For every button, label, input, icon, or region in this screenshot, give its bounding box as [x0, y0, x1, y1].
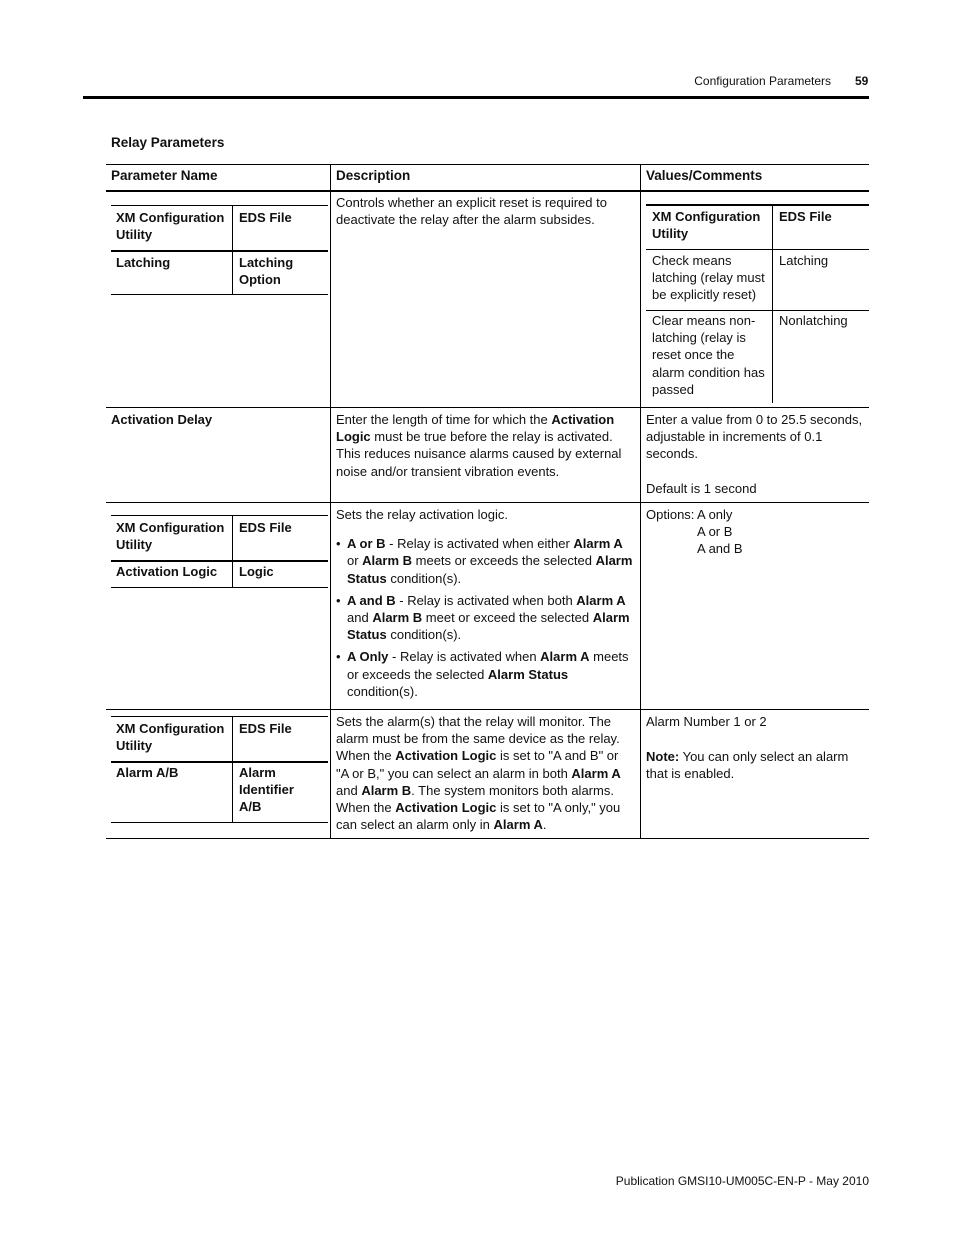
row-description [336, 506, 634, 700]
header-rule [83, 96, 869, 99]
subheader-eds: EDS File [239, 520, 292, 535]
param-name: Activation Delay [111, 412, 213, 427]
row-values: Alarm Number 1 or 2 [646, 714, 767, 729]
list-item: • A Only - Relay is activated when Alarm A meets or exceeds the selected Alarm Status condition(s). [336, 648, 634, 700]
description-intro: Sets the relay activation logic. [336, 507, 508, 522]
list-item: • A and B - Relay is activated when both Alarm A and Alarm B meet or exceed the selected Alarm Status condition(s). [336, 592, 634, 644]
values-subtable-rule [646, 310, 869, 311]
value-clear-eds: Nonlatching [779, 313, 848, 328]
subtable-bottom-rule [111, 822, 328, 823]
subtable-header-rule [111, 250, 328, 252]
subtable-divider [232, 515, 233, 588]
row-default: Default is 1 second [646, 481, 757, 496]
value-clear-description: Clear means non-latching (relay is reset once the alarm condition has passed [652, 313, 765, 397]
running-header-section: Configuration Parameters [694, 74, 831, 88]
table-bottom-rule [106, 838, 869, 839]
list-item: • A or B - Relay is activated when either Alarm A or Alarm B meets or exceeds the selected Alarm Status condition(s). [336, 535, 634, 587]
values-subheader-eds: EDS File [779, 209, 832, 224]
table-top-rule [106, 164, 869, 165]
param-xm-name: Activation Logic [116, 564, 218, 579]
subtable-header-rule [111, 761, 328, 763]
page-number: 59 [855, 74, 869, 88]
row-divider [106, 709, 869, 710]
header-bottom-rule [106, 190, 869, 192]
subheader-xm: XM Configuration Utility [116, 210, 225, 243]
param-eds-name: Logic [239, 564, 274, 579]
value-check-eds: Latching [779, 253, 829, 268]
option-a-and-b: A and B [697, 541, 743, 556]
options-label: Options: [646, 507, 695, 522]
column-header-description: Description [336, 168, 411, 183]
subtable-bottom-rule [111, 294, 328, 295]
values-subtable-divider [772, 205, 773, 403]
param-xm-name: Alarm A/B [116, 765, 179, 780]
row-note: Note: You can only select an alarm that is enabled. [646, 749, 849, 782]
values-subheader-xm: XM Configuration Utility [652, 209, 761, 242]
table-title: Relay Parameters [111, 135, 225, 150]
param-eds-name: Alarm Identifier A/B [239, 765, 294, 815]
subheader-eds: EDS File [239, 210, 292, 225]
values-subtable-top-rule [646, 204, 869, 206]
subtable-top-rule [111, 716, 328, 717]
option-a-or-b: A or B [697, 524, 733, 539]
row-description: Sets the alarm(s) that the relay will monitor. The alarm must be from the same device as the relay. When the Activation Logic is set to "A and B" or "A or B," you can select an alarm in both Alarm A and Alarm B. The system monitors both alarms. When the Activation Logic is set to "A only," you can select an alarm only in Alarm A. [336, 714, 621, 833]
param-xm-name: Latching [116, 255, 171, 270]
option-a-only: A only [697, 507, 733, 522]
value-check-description: Check means latching (relay must be explicitly reset) [652, 253, 765, 303]
subtable-top-rule [111, 515, 328, 516]
subheader-xm: XM Configuration Utility [116, 520, 225, 553]
subtable-bottom-rule [111, 587, 328, 588]
subheader-eds: EDS File [239, 721, 292, 736]
row-values: Enter a value from 0 to 25.5 seconds, adjustable in increments of 0.1 seconds. [646, 412, 863, 462]
column-header-values: Values/Comments [646, 168, 763, 183]
row-divider [106, 502, 869, 503]
logic-options-list [336, 535, 634, 700]
subheader-xm: XM Configuration Utility [116, 721, 225, 754]
subtable-divider [232, 716, 233, 823]
publication-footer: Publication GMSI10-UM005C-EN-P - May 2010 [615, 1174, 869, 1188]
row-divider [106, 407, 869, 408]
column-header-parameter-name: Parameter Name [111, 168, 218, 183]
subtable-header-rule [111, 560, 328, 562]
row-description: Controls whether an explicit reset is required to deactivate the relay after the alarm subsides. [336, 195, 607, 228]
row-description: Enter the length of time for which the Activation Logic must be true before the relay is activated. This reduces nuisance alarms caused by external noise and/or transient vibration events. [336, 412, 622, 479]
values-subtable-rule [646, 249, 869, 250]
subtable-top-rule [111, 205, 328, 206]
param-eds-name: Latching Option [239, 255, 294, 288]
